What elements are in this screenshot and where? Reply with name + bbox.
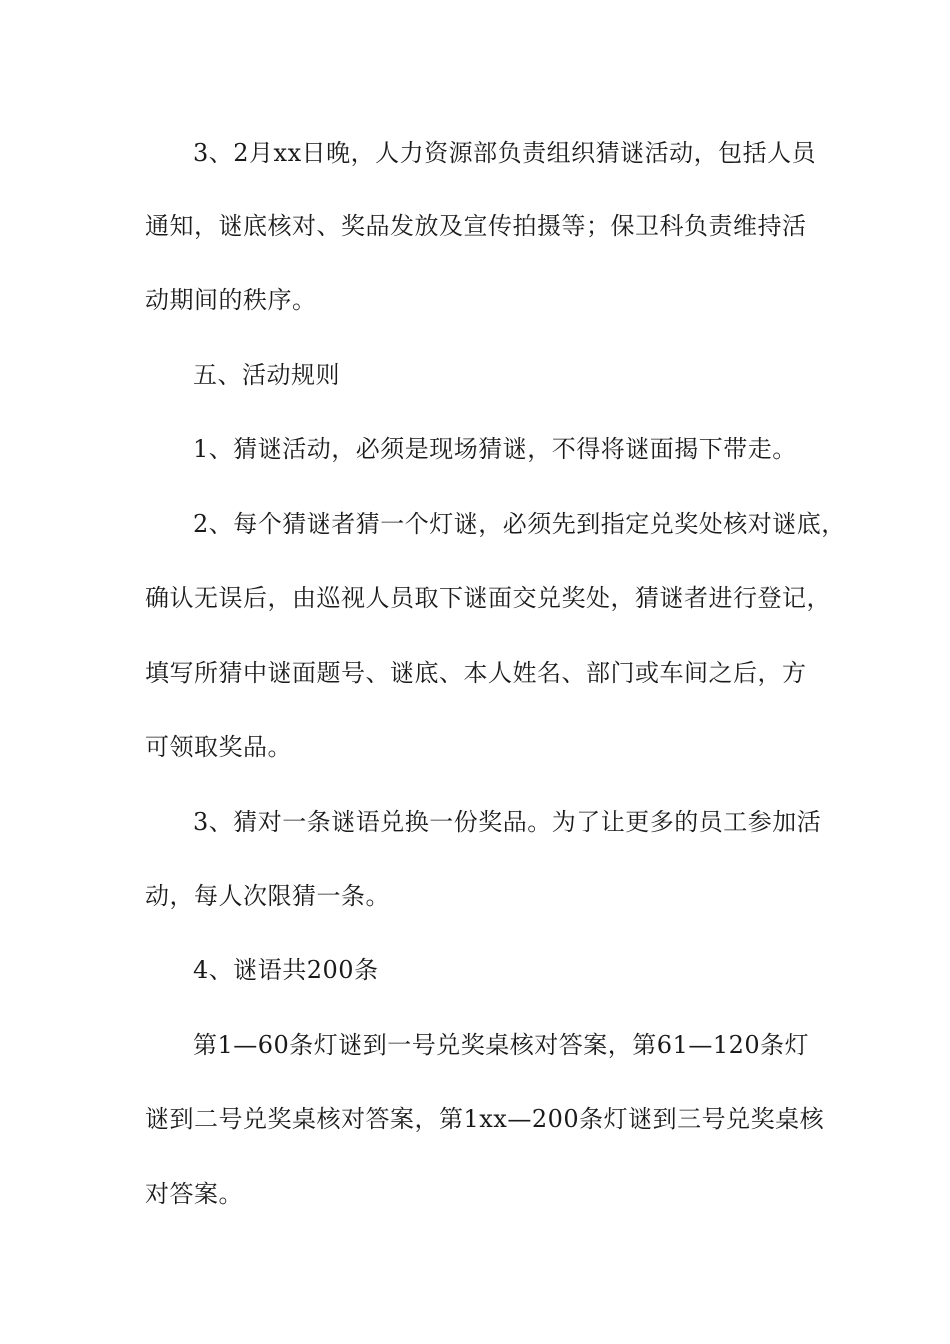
section-heading: 五、活动规则 (193, 361, 340, 389)
paragraph-line: 3、2月xx日晚，人力资源部负责组织猜谜活动，包括人员 (193, 139, 817, 167)
paragraph-line: 2、每个猜谜者猜一个灯谜，必须先到指定兑奖处核对谜底， (193, 510, 846, 538)
paragraph-line: 动，每人次限猜一条。 (145, 882, 390, 910)
paragraph-line: 通知，谜底核对、奖品发放及宣传拍摄等；保卫科负责维持活 (145, 212, 807, 240)
paragraph-line: 谜到二号兑奖桌核对答案，第1xx—200条灯谜到三号兑奖桌核 (145, 1105, 825, 1133)
paragraph-line: 1、猜谜活动，必须是现场猜谜，不得将谜面揭下带走。 (193, 435, 797, 463)
paragraph-line: 4、谜语共200条 (193, 956, 379, 984)
paragraph-line: 确认无误后，由巡视人员取下谜面交兑奖处，猜谜者进行登记， (145, 584, 831, 612)
paragraph-line: 对答案。 (145, 1180, 243, 1208)
paragraph-line: 填写所猜中谜面题号、谜底、本人姓名、部门或车间之后，方 (145, 659, 807, 687)
paragraph-line: 第1—60条灯谜到一号兑奖桌核对答案，第61—120条灯 (193, 1031, 810, 1059)
paragraph-line: 3、猜对一条谜语兑换一份奖品。为了让更多的员工参加活 (193, 808, 822, 836)
paragraph-line: 可领取奖品。 (145, 733, 292, 761)
paragraph-line: 动期间的秩序。 (145, 286, 317, 314)
